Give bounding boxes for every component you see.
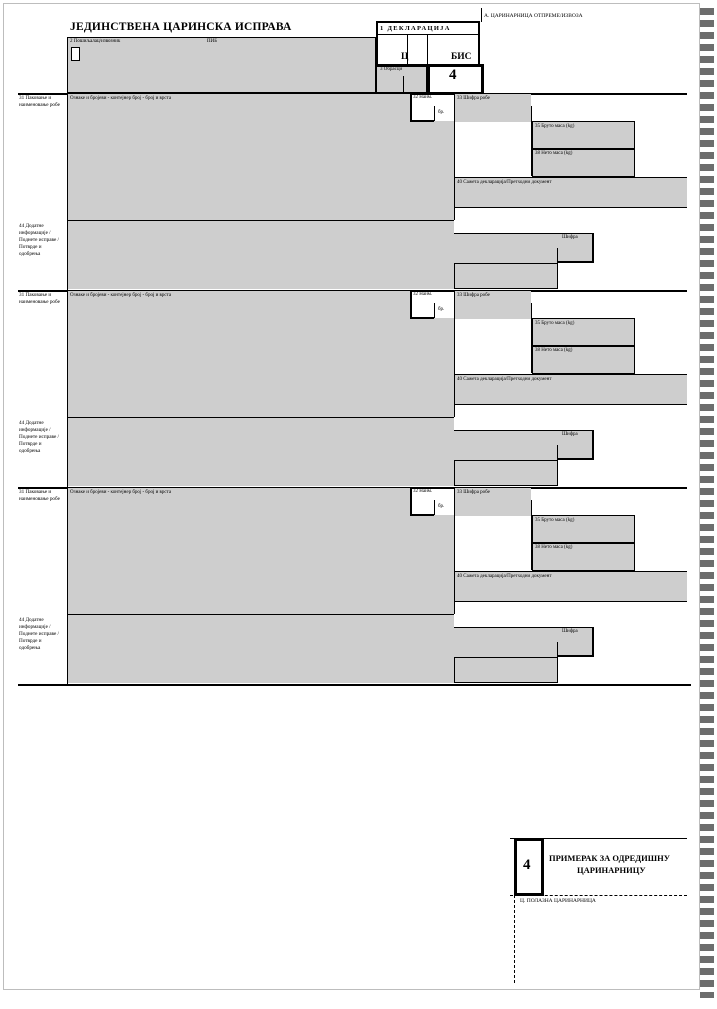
box-2-pib: ПИБ [207,39,218,44]
goods-item-3 [0,487,717,687]
box-44-additional-info[interactable] [68,418,454,486]
box-44-label: 44 Додатне информације / Поднете исправе / Потврде и одобрења [19,420,59,454]
box-35-label: 35 Бруто маса (kg) [535,518,575,523]
goods-item-2 [0,290,717,487]
marks-label: Ознаке и бројеви - контејнер број - број и врста [70,293,172,298]
footer-copy-title-line2: ЦАРИНАРНИЦУ [577,865,646,875]
marks-label: Ознаке и бројеви - контејнер број - број и врста [70,490,172,495]
box-33-label: 33 Шифра робе [457,293,490,298]
box-31-label: 31 Паковање и наименовање робе [19,95,60,108]
box-31-description[interactable] [68,291,410,417]
box-44-additional-info[interactable] [68,615,454,683]
marks-label: Ознаке и бројеви - контејнер број - број и врста [70,96,172,101]
box-38-label: 38 Нето маса (kg) [535,348,573,353]
box-2-checkbox[interactable] [71,47,80,61]
box-32-sub: бр. [438,504,445,509]
box-2-label: 2 Пошиљалац/извозник [70,39,121,44]
box-44-label: 44 Додатне информације / Поднете исправе / Потврде и одобрења [19,617,59,651]
copy-number: 4 [449,67,457,83]
code-label: Шифра [562,432,578,437]
box-35-label: 35 Бруто маса (kg) [535,124,575,129]
box-3-label: 3 Обрасци [380,67,403,72]
box-1-code-c: Ц [401,52,409,62]
goods-item-1 [0,93,717,290]
form-title: ЈЕДИНСТВЕНА ЦАРИНСКА ИСПРАВА [70,21,292,33]
code-label: Шифра [562,629,578,634]
box-33-label: 33 Шифра робе [457,490,490,495]
box-32-label: 32 Наим. [413,292,433,297]
box-38-label: 38 Нето маса (kg) [535,545,573,550]
box-32-label: 32 Наим. [413,489,433,494]
box-38-label: 38 Нето маса (kg) [535,151,573,156]
copy-a-label: А. ЦАРИНАРНИЦА ОТПРЕМЕ/ИЗВОЗА [484,13,583,19]
box-31-description[interactable] [68,488,410,614]
box-32-label: 32 Наим. [413,95,433,100]
form-header [0,0,717,96]
box-2-consignor[interactable] [67,37,376,93]
box-40-label: 40 Сажета декларација/Претходни документ [457,180,552,185]
box-35-label: 35 Бруто маса (kg) [535,321,575,326]
box-33-label: 33 Шифра робе [457,96,490,101]
box-1-code-bis: БИС [451,52,472,62]
box-40-label: 40 Сажета декларација/Претходни документ [457,377,552,382]
box-44-additional-info[interactable] [68,221,454,289]
box-31-label: 31 Паковање и наименовање робе [19,489,60,502]
copy-designation [510,835,690,985]
box-1-label: 1 ДЕКЛАРАЦИЈА [380,25,451,32]
footer-copy-title-line1: ПРИМЕРАК ЗА ОДРЕДИШНУ [549,853,670,863]
box-32-sub: бр. [438,307,445,312]
box-40-label: 40 Сажета декларација/Претходни документ [457,574,552,579]
departure-office-label: Ц. ПОЛАЗНА ЦАРИНАРНИЦА [520,898,596,904]
footer-copy-number: 4 [523,857,531,873]
code-label: Шифра [562,235,578,240]
box-31-description[interactable] [68,94,410,220]
box-31-label: 31 Паковање и наименовање робе [19,292,60,305]
box-44-label: 44 Додатне информације / Поднете исправе / Потврде и одобрења [19,223,59,257]
box-32-sub: бр. [438,110,445,115]
